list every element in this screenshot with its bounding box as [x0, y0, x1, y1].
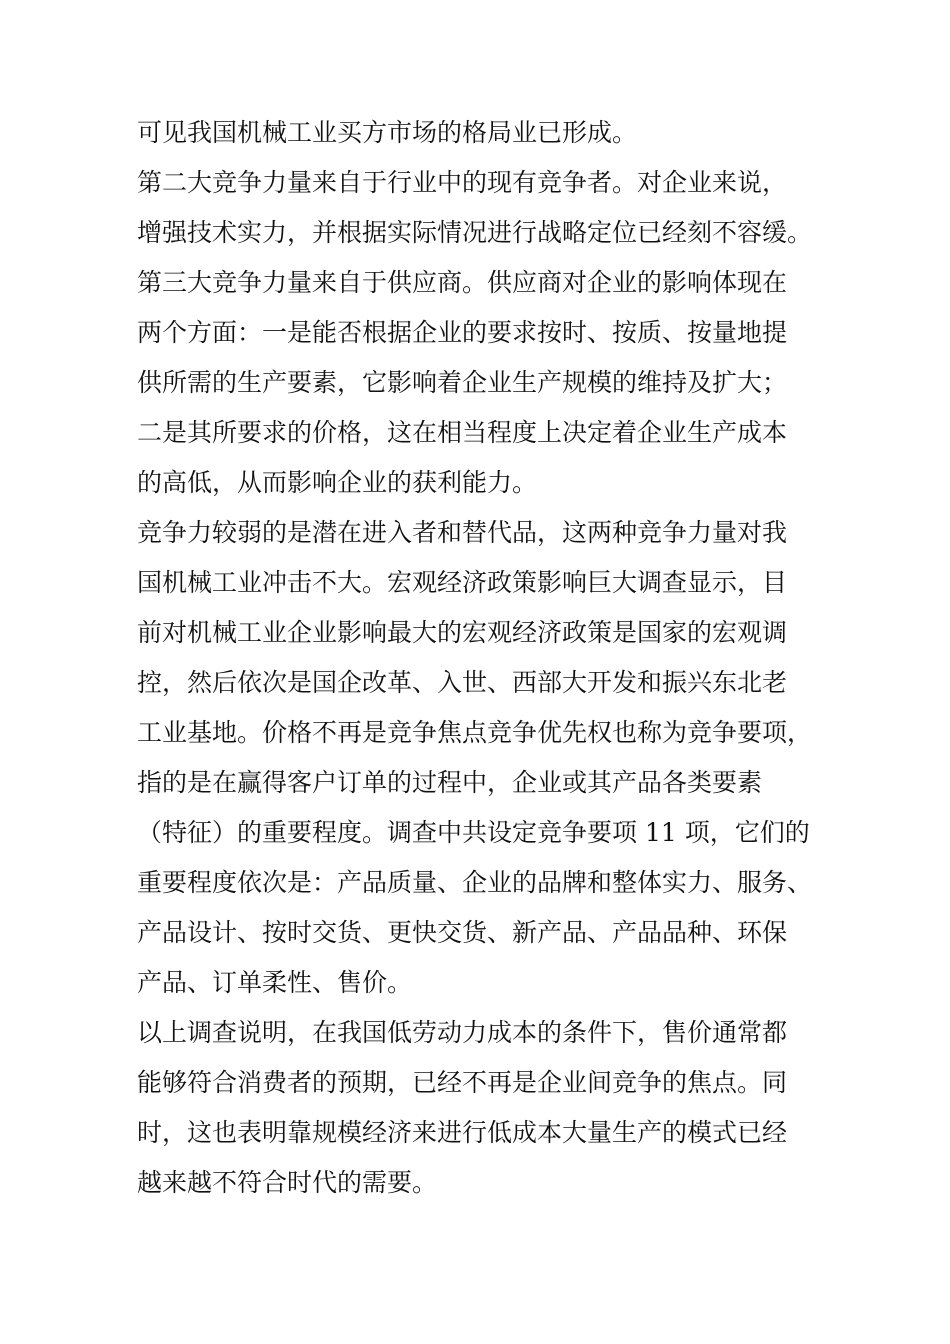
text-line-4: 第三大竞争力量来自于供应商。供应商对企业的影响体现在 — [137, 268, 788, 297]
text-line-6: 供所需的生产要素，它影响着企业生产规模的维持及扩大； — [137, 368, 788, 397]
text-line-9: 竞争力较弱的是潜在进入者和替代品，这两种竞争力量对我 — [137, 518, 788, 547]
text-line-10: 国机械工业冲击不大。宏观经济政策影响巨大调查显示，目 — [137, 568, 788, 597]
text-line-1: 可见我国机械工业买方市场的格局业已形成。 — [137, 118, 638, 147]
text-line-11: 前对机械工业企业影响最大的宏观经济政策是国家的宏观调 — [137, 618, 788, 647]
text-line-21: 时，这也表明靠规模经济来进行低成本大量生产的模式已经 — [137, 1118, 788, 1147]
text-line-7: 二是其所要求的价格，这在相当程度上决定着企业生产成本 — [137, 418, 788, 447]
text-line-2: 第二大竞争力量来自于行业中的现有竞争者。对企业来说， — [137, 168, 788, 197]
text-line-12: 控，然后依次是国企改革、入世、西部大开发和振兴东北老 — [137, 668, 788, 697]
text-line-18: 产品、订单柔性、售价。 — [137, 968, 413, 997]
text-line-20: 能够符合消费者的预期，已经不再是企业间竞争的焦点。同 — [137, 1068, 788, 1097]
text-line-8: 的高低，从而影响企业的获利能力。 — [137, 468, 538, 497]
text-line-14: 指的是在赢得客户订单的过程中，企业或其产品各类要素 — [137, 768, 763, 797]
text-line-19: 以上调查说明，在我国低劳动力成本的条件下，售价通常都 — [137, 1018, 788, 1047]
text-line-3: 增强技术实力，并根据实际情况进行战略定位已经刻不容缓。 — [137, 218, 813, 247]
text-line-22: 越来越不符合时代的需要。 — [137, 1168, 438, 1197]
body-text — [137, 108, 837, 1208]
text-line-15: （特征）的重要程度。调查中共设定竞争要项 11 项，它们的 — [137, 818, 810, 847]
text-line-17: 产品设计、按时交货、更快交货、新产品、产品品种、环保 — [137, 918, 788, 947]
text-line-5: 两个方面：一是能否根据企业的要求按时、按质、按量地提 — [137, 318, 788, 347]
text-line-13: 工业基地。价格不再是竞争焦点竞争优先权也称为竞争要项， — [137, 718, 813, 747]
text-line-16: 重要程度依次是：产品质量、企业的品牌和整体实力、服务、 — [137, 868, 813, 897]
